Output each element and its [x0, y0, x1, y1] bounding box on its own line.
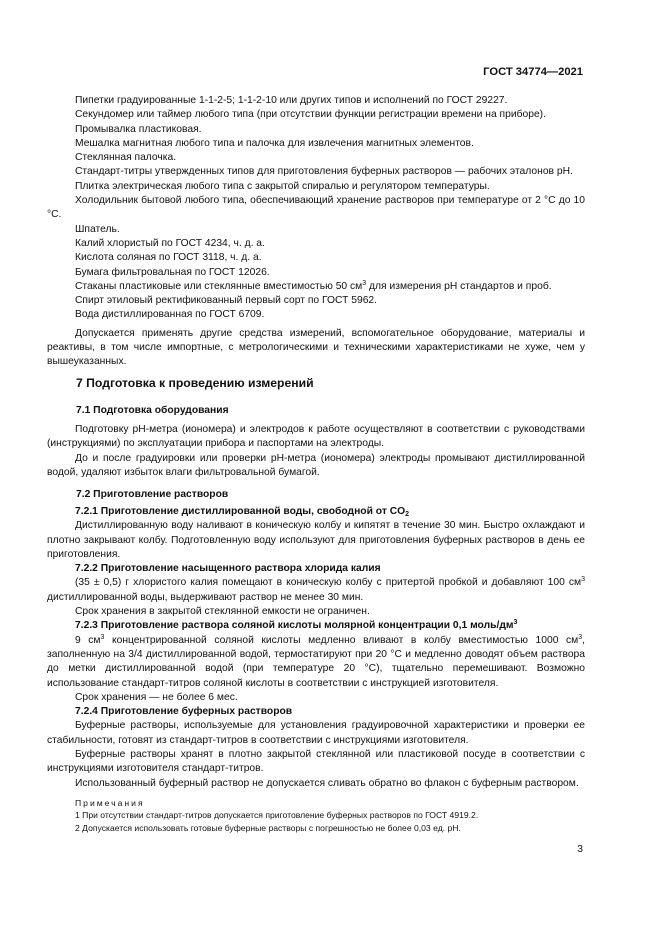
notes-title: Примечания: [75, 797, 145, 808]
list-item: Вода дистиллированная по ГОСТ 6709.: [75, 309, 265, 321]
paragraph: Подготовку pH-метра (иономера) и электродов к работе осуществляют в соответствии с руководствами (инструкциями) по эксплуатации прибора и паспортами на электроды.: [47, 424, 585, 450]
list-item: Бумага фильтровальная по ГОСТ 12026.: [75, 266, 270, 278]
paragraph: 9 $см^3$ концентрированной соляной кислоты медленно вливают в колбу вместимостью 1000 $см^3$, заполненную на 3/4 дистиллированной водой, термостатируют при 20 °С и медленно доводят объем раствора до метки дистиллированной водой (при температуре 20 °С), тщательно перемешивают. Возможно использование стандарт-титров соляной кислоты в соответствии с инструкцией изготовителя.: [47, 633, 585, 689]
list-item: Холодильник бытовой любого типа, обеспечивающий хранение растворов при температуре от 2 °С до 10 °С.: [47, 195, 585, 221]
list-item: Пипетки градуированные 1-1-2-5; 1-1-2-10 или других типов и исполнений по ГОСТ 29227.: [75, 95, 508, 106]
list-item: Стеклянная палочка.: [75, 152, 177, 164]
paragraph: Дистиллированную воду наливают в коническую колбу и кипятят в течение 30 мин. Быстро охлаждают и плотно закрывают колбу. Подготовленную воду используют для приготовления буферных растворов в день ее приготовления.: [47, 520, 585, 560]
section-7-2-body: [47, 505, 585, 834]
paragraph: До и после градуировки или проверки pH-метра (иономера) электроды промывают дистиллированной водой, удаляют избыток влаги фильтровальной бумагой.: [47, 452, 585, 478]
list-item: Калий хлористый по ГОСТ 4234, ч. д. а.: [75, 237, 265, 249]
paragraph: (35 ± 0,5) г хлористого калия помещают в коническую колбу с притертой пробкой и добавляют 100 $см^3$ дистиллированной воды, выдерживают раствор не менее 30 мин.: [47, 576, 585, 603]
page-number: 3: [577, 844, 583, 855]
list-item: Мешалка магнитная любого типа и палочка для извлечения магнитных элементов.: [75, 137, 474, 149]
equipment-list: [47, 94, 585, 370]
section-7-1-title: 7.1 Подготовка оборудования: [76, 405, 229, 416]
note-item: 2 Допускается использовать готовые буферные растворы с погрешностью не более 0,03 ед. pH.: [75, 822, 461, 833]
section-7-title: 7 Подготовка к проведению измерений: [76, 376, 314, 390]
list-item: Спирт этиловый ректификованный первый сорт по ГОСТ 5962.: [75, 295, 378, 307]
list-item: Промывалка пластиковая.: [75, 123, 202, 135]
standard-header: ГОСТ 34774—2021: [483, 66, 583, 78]
list-item: Плитка электрическая любого типа с закрытой спиралью и регулятором температуры.: [75, 180, 490, 192]
section-7-1-body: [47, 423, 585, 480]
note-item: 1 При отсутствии стандарт-титров допускается приготовление буферных растворов по ГОСТ 4919.2.: [75, 810, 479, 821]
allowance-paragraph: Допускается применять другие средства измерений, вспомогательное оборудование, материалы и реактивы, в том числе импортные, с метрологическими и техническими характеристиками не хуже, чем у вышеуказанных.: [47, 327, 585, 368]
paragraph: Срок хранения — не более 6 мес.: [75, 691, 238, 703]
section-7-2-2-title: 7.2.2 Приготовление насыщенного раствора хлорида калия: [75, 563, 381, 575]
paragraph: Буферные растворы, используемые для установления градуировочной характеристики и проверки ее стабильности, готовят из стандарт-титров в соответствии с инструкциями изготовителя.: [47, 720, 585, 746]
list-item: Стандарт-титры утвержденных типов для приготовления буферных растворов — рабочих эталонов pH.: [75, 166, 573, 178]
section-7-2-4-title: 7.2.4 Приготовление буферных растворов: [75, 706, 293, 718]
paragraph: Буферные растворы хранят в плотно закрытой стеклянной или пластиковой посуде в соответствии с инструкциями изготовителя стандарт-титров.: [47, 749, 585, 775]
list-item: Секундомер или таймер любого типа (при отсутствии функции регистрации времени на приборе).: [75, 109, 546, 121]
section-7-2-3-title: 7.2.3 Приготовление раствора соляной кислоты молярной концентрации 0,1 моль/$дм^3$: [75, 619, 518, 632]
paragraph: Срок хранения в закрытой стеклянной емкости не ограничен.: [75, 606, 370, 618]
list-item: Шпатель.: [75, 223, 120, 235]
notes-block: [47, 797, 585, 835]
list-item-cups: Стаканы пластиковые или стеклянные вместимостью 50 $см^3$ для измерения pH стандартов и проб.: [75, 279, 552, 292]
section-7-2-1-title: 7.2.1 Приготовление дистиллированной воды, свободной от $CO_2$: [75, 506, 410, 518]
section-7-2-title: 7.2 Приготовление растворов: [76, 489, 229, 500]
paragraph: Использованный буферный раствор не допускается сливать обратно во флакон с буферным раствором.: [75, 777, 579, 789]
list-item: Кислота соляная по ГОСТ 3118, ч. д. а.: [75, 252, 262, 264]
